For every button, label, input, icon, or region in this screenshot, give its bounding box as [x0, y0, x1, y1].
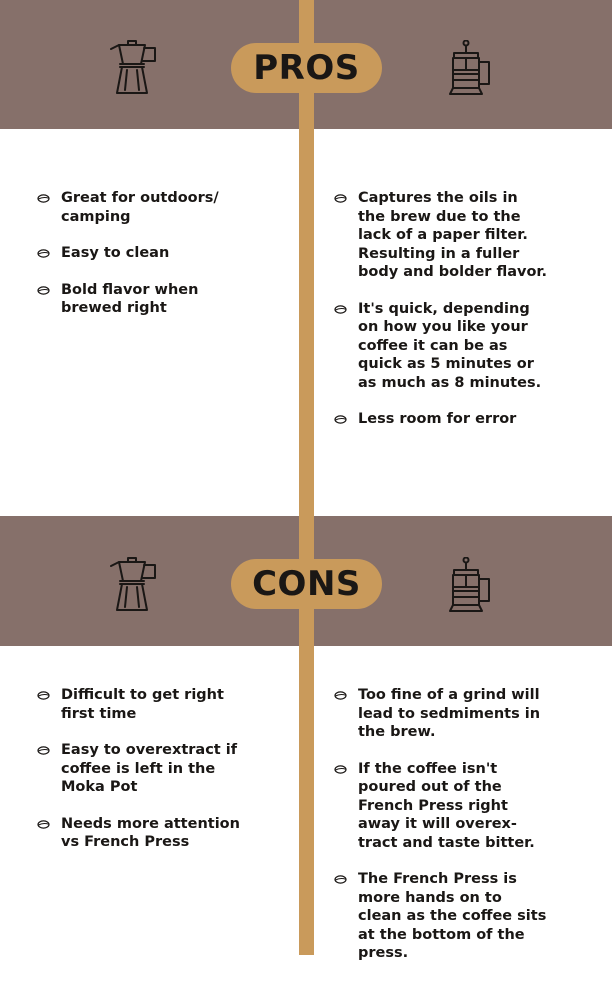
moka-cons-list [37, 686, 252, 870]
french-press-icon [449, 40, 497, 96]
coffee-bean-icon [334, 691, 347, 700]
list-item: Great for outdoors/ camping [37, 189, 252, 226]
coffee-bean-icon [334, 765, 347, 774]
cons-heading: CONS [231, 559, 382, 609]
list-item: Easy to overextract if coffee is left in the Moka Pot [37, 741, 252, 797]
french-press-icon [449, 557, 497, 613]
coffee-bean-icon [334, 194, 347, 203]
coffee-bean-icon [334, 305, 347, 314]
list-item: The French Press is more hands on to clean as the coffee sits at the bottom of the press. [334, 870, 549, 963]
coffee-bean-icon [334, 875, 347, 884]
coffee-bean-icon [37, 286, 50, 295]
moka-pot-icon [108, 557, 160, 613]
coffee-bean-icon [37, 691, 50, 700]
list-item: Less room for error [334, 410, 549, 429]
coffee-bean-icon [37, 194, 50, 203]
column-divider [299, 0, 314, 955]
list-item: Captures the oils in the brew due to the lack of a paper filter. Resulting in a fuller body and bolder flavor. [334, 189, 549, 282]
list-item: It's quick, depending on how you like your coffee it can be as quick as 5 minutes or as much as 8 minutes. [334, 300, 549, 393]
list-item: Needs more attention vs French Press [37, 815, 252, 852]
french-press-cons-list [334, 686, 549, 981]
coffee-bean-icon [37, 249, 50, 258]
coffee-bean-icon [37, 746, 50, 755]
list-item: Difficult to get right first time [37, 686, 252, 723]
moka-pot-icon [108, 40, 160, 96]
coffee-bean-icon [334, 415, 347, 424]
list-item: Easy to clean [37, 244, 252, 263]
moka-pros-list [37, 189, 252, 336]
list-item: If the coffee isn't poured out of the French Press right away it will overex-tract and taste bitter. [334, 760, 549, 853]
pros-heading: PROS [231, 43, 382, 93]
coffee-bean-icon [37, 820, 50, 829]
list-item: Bold flavor when brewed right [37, 281, 252, 318]
list-item: Too fine of a grind will lead to sedmiments in the brew. [334, 686, 549, 742]
french-press-pros-list [334, 189, 549, 447]
